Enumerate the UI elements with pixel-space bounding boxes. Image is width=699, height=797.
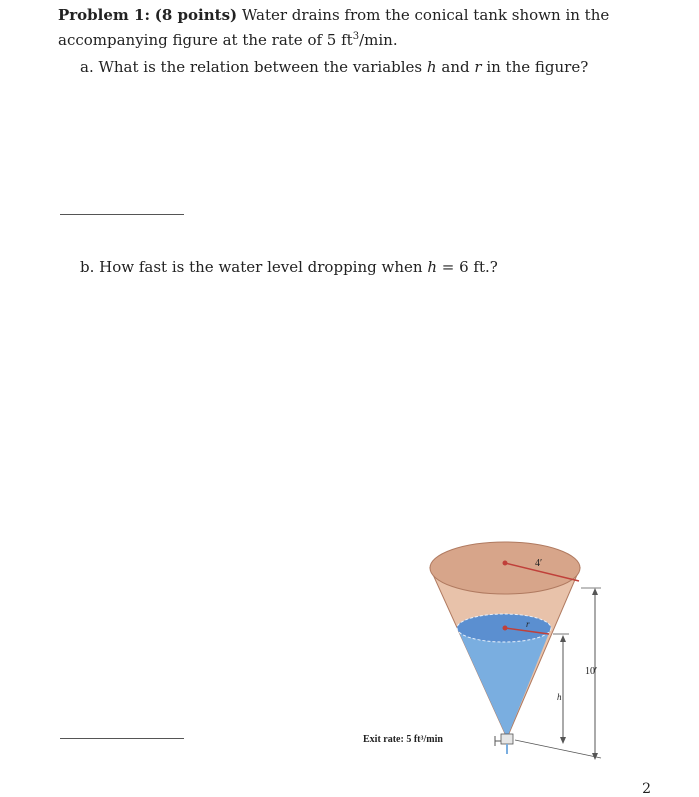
question-b-text: b. How fast is the water level dropping when	[80, 258, 423, 276]
question-b-value: = 6 ft.?	[441, 258, 498, 276]
question-a-text: a. What is the relation between the variables	[80, 58, 423, 76]
problem-points: (8 points)	[154, 6, 238, 24]
answer-line-b[interactable]	[60, 738, 184, 739]
question-b	[80, 256, 498, 278]
variable-h: h	[426, 58, 437, 76]
problem-statement	[58, 4, 658, 51]
water-height-arrow-head-bottom	[560, 737, 566, 744]
water-radius-label: r	[526, 619, 530, 629]
problem-heading: Problem 1:	[58, 6, 150, 24]
question-a-and: and	[441, 58, 470, 76]
exit-rate-label: Exit rate: 5 ft³/min	[363, 734, 443, 745]
top-radius-label: 4′	[535, 558, 543, 569]
tank-top	[430, 542, 580, 594]
problem-exponent: 3	[352, 31, 360, 42]
question-a-suffix: in the figure?	[486, 58, 589, 76]
water-cone	[457, 628, 551, 738]
water-height-label: h	[557, 692, 562, 702]
problem-text-end: /min.	[359, 31, 398, 49]
valve-body	[501, 734, 513, 744]
water-height-arrow-head-top	[560, 635, 566, 642]
bottom-guide	[515, 740, 601, 758]
height-label: 10′	[585, 666, 598, 677]
height-arrow-head-top	[592, 588, 598, 595]
variable-r: r	[474, 58, 482, 76]
answer-line-a[interactable]	[60, 214, 184, 215]
variable-h: h	[427, 258, 437, 276]
problem-text: Water drains from the conical tank shown in the accompanying figure at the rate of 5 ft	[58, 6, 610, 49]
question-a	[80, 56, 588, 78]
page-number: 2	[642, 781, 651, 797]
conical-tank-figure	[355, 528, 615, 768]
